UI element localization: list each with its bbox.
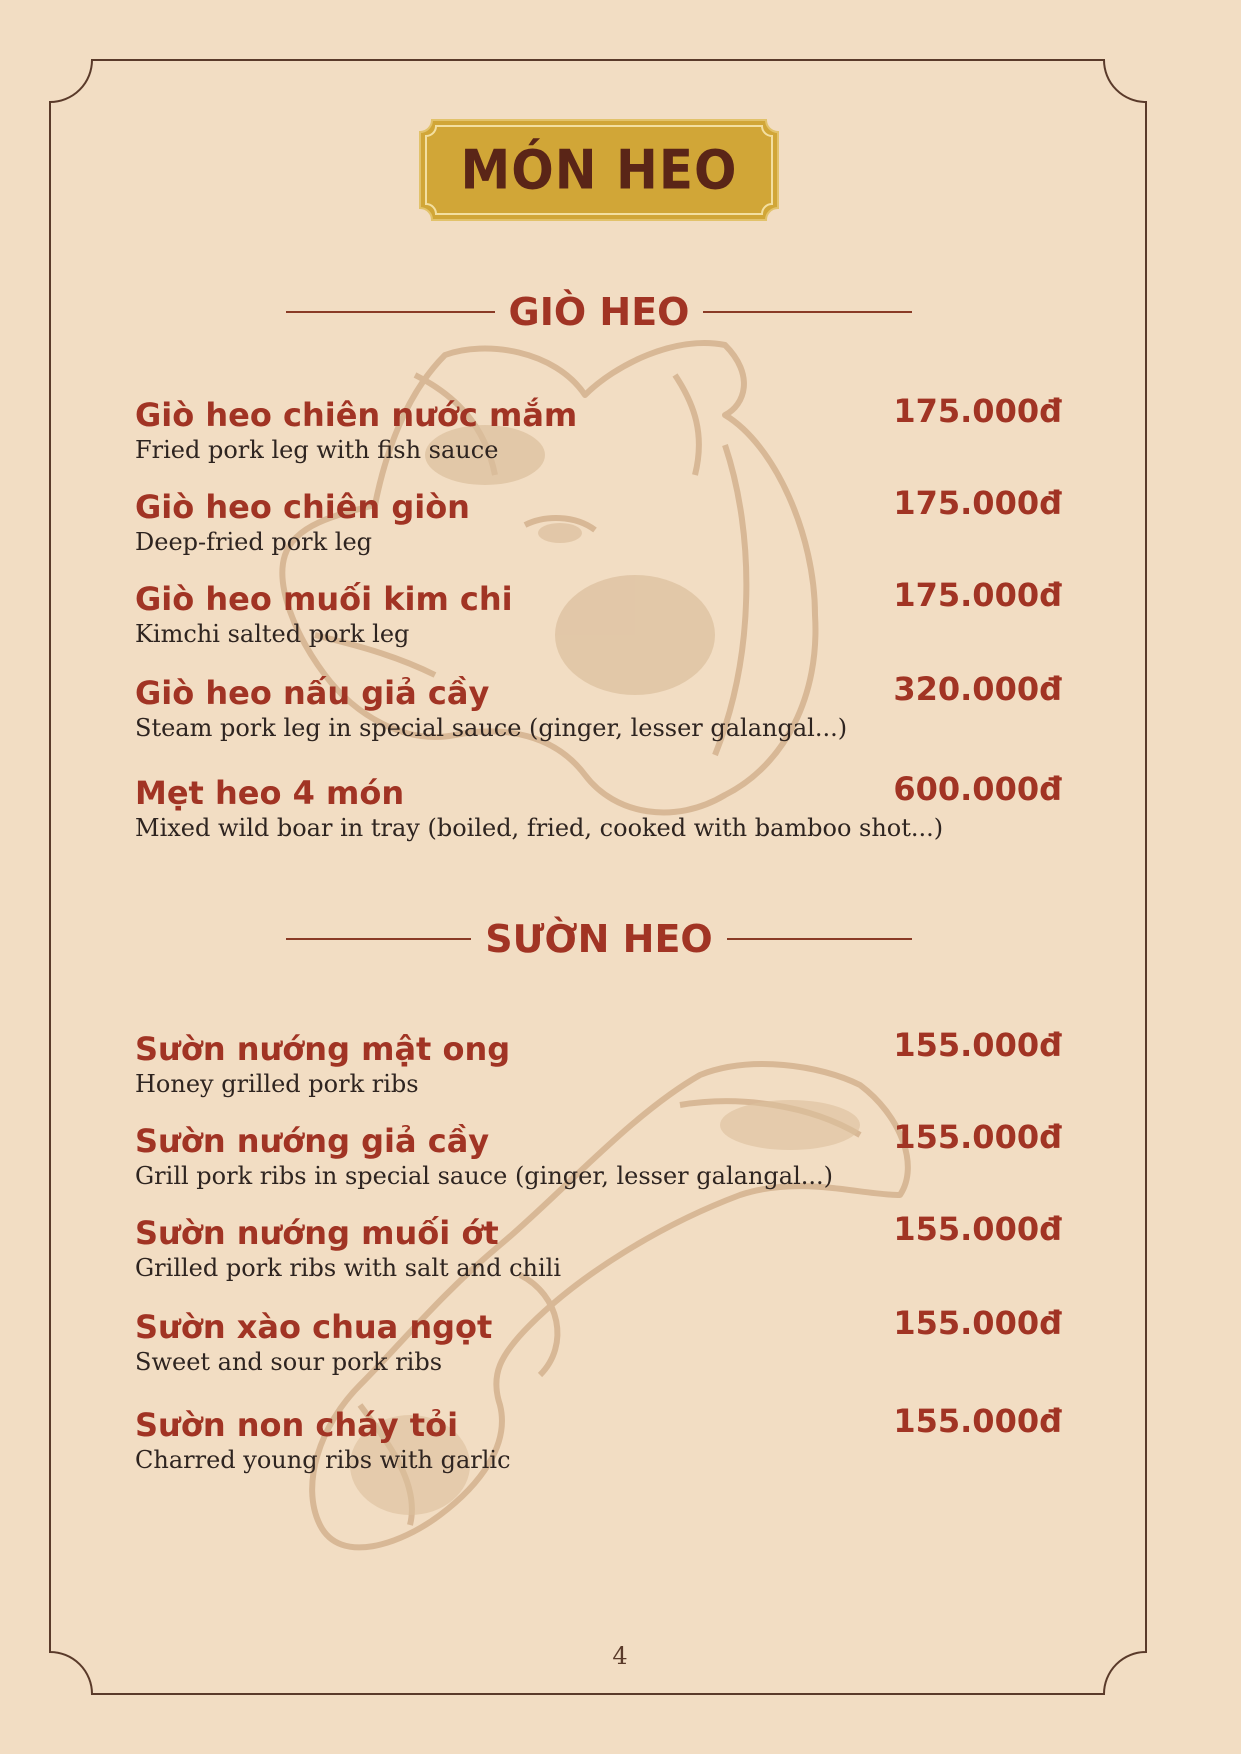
item-name: Sườn xào chua ngọt bbox=[135, 1308, 493, 1346]
divider-line bbox=[703, 311, 912, 313]
section-header-gio-heo bbox=[286, 287, 912, 337]
item-price: 175.000đ bbox=[893, 484, 1062, 522]
item-price: 175.000đ bbox=[893, 392, 1062, 430]
item-description: Charred young ribs with garlic bbox=[135, 1446, 511, 1474]
menu-item bbox=[135, 1304, 1062, 1388]
item-price: 600.000đ bbox=[893, 770, 1062, 808]
item-description: Mixed wild boar in tray (boiled, fried, cooked with bamboo shot...) bbox=[135, 814, 944, 842]
page-title: MÓN HEO bbox=[460, 138, 738, 202]
item-name: Sườn non cháy tỏi bbox=[135, 1406, 459, 1444]
item-price: 155.000đ bbox=[893, 1304, 1062, 1342]
item-name: Giò heo chiên giòn bbox=[135, 488, 470, 526]
item-name: Mẹt heo 4 món bbox=[135, 774, 405, 812]
item-price: 155.000đ bbox=[893, 1026, 1062, 1064]
item-description: Deep-fried pork leg bbox=[135, 528, 373, 556]
item-price: 155.000đ bbox=[893, 1402, 1062, 1440]
item-description: Sweet and sour pork ribs bbox=[135, 1348, 443, 1376]
item-description: Steam pork leg in special sauce (ginger, lesser galangal...) bbox=[135, 714, 848, 742]
item-description: Honey grilled pork ribs bbox=[135, 1070, 419, 1098]
menu-item bbox=[135, 1118, 1062, 1202]
page-title-plate bbox=[418, 118, 780, 222]
item-name: Giò heo chiên nước mắm bbox=[135, 396, 578, 434]
item-name: Sườn nướng giả cầy bbox=[135, 1122, 490, 1160]
item-description: Grill pork ribs in special sauce (ginger, lesser galangal...) bbox=[135, 1162, 833, 1190]
section-title: GIÒ HEO bbox=[508, 290, 690, 334]
menu-item bbox=[135, 1026, 1062, 1110]
item-name: Sườn nướng muối ớt bbox=[135, 1214, 499, 1252]
menu-item bbox=[135, 392, 1062, 476]
section-header-suon-heo bbox=[286, 914, 912, 964]
item-price: 175.000đ bbox=[893, 576, 1062, 614]
item-description: Fried pork leg with fish sauce bbox=[135, 436, 499, 464]
menu-item bbox=[135, 1210, 1062, 1294]
item-description: Grilled pork ribs with salt and chili bbox=[135, 1254, 561, 1282]
section-title: SƯỜN HEO bbox=[485, 917, 713, 961]
item-price: 320.000đ bbox=[893, 670, 1062, 708]
menu-item bbox=[135, 1402, 1062, 1486]
menu-item bbox=[135, 770, 1062, 854]
menu-item bbox=[135, 484, 1062, 568]
item-name: Sườn nướng mật ong bbox=[135, 1030, 511, 1068]
divider-line bbox=[727, 938, 912, 940]
divider-line bbox=[286, 938, 471, 940]
item-name: Giò heo nấu giả cầy bbox=[135, 674, 490, 712]
item-description: Kimchi salted pork leg bbox=[135, 620, 410, 648]
page-number: 4 bbox=[612, 1642, 628, 1670]
item-name: Giò heo muối kim chi bbox=[135, 580, 513, 618]
divider-line bbox=[286, 311, 495, 313]
menu-item bbox=[135, 670, 1062, 754]
menu-item bbox=[135, 576, 1062, 660]
item-price: 155.000đ bbox=[893, 1210, 1062, 1248]
item-price: 155.000đ bbox=[893, 1118, 1062, 1156]
